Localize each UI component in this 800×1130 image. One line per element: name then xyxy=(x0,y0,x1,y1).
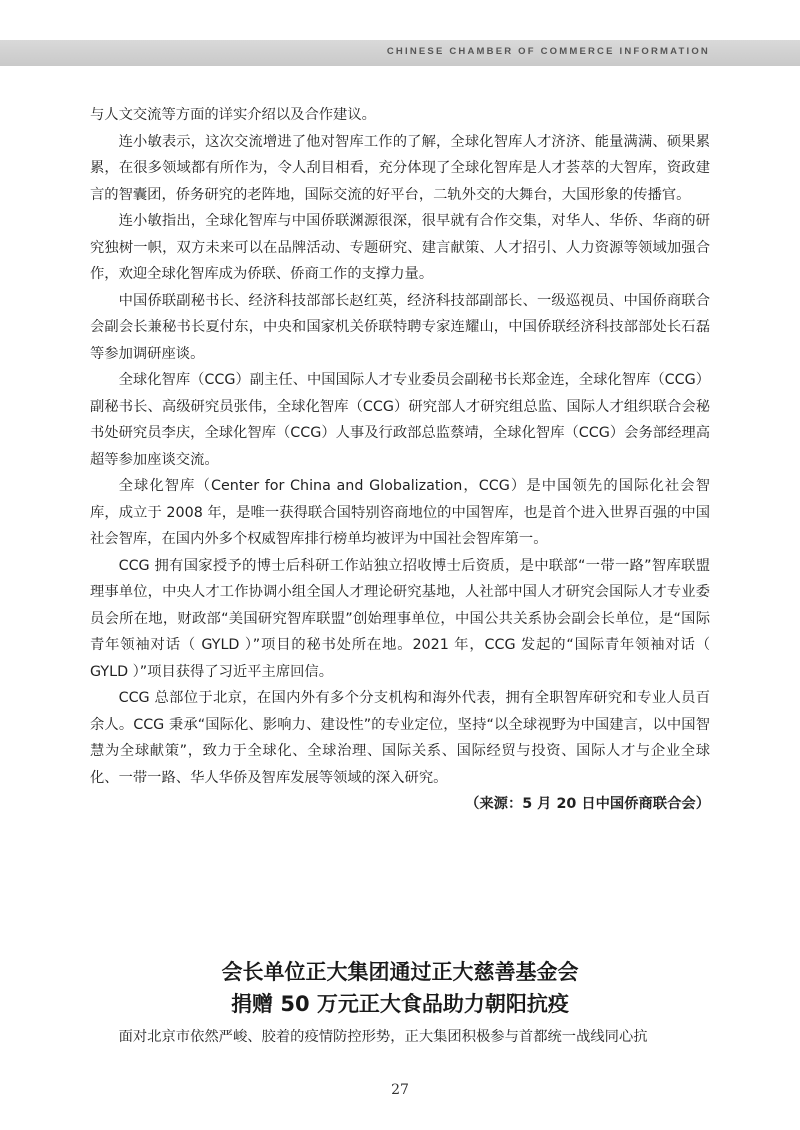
lead-paragraph: 面对北京市依然严峻、胶着的疫情防控形势，正大集团积极参与首都统一战线同心抗 xyxy=(118,1029,648,1045)
next-article-title xyxy=(90,956,710,1020)
title-line: 捐赠 50 万元正大食品助力朝阳抗疫 xyxy=(231,992,569,1016)
paragraph: 连小敏表示，这次交流增进了他对智库工作的了解，全球化智库人才济济、能量满满、硕果累累，在很多领域都有所作为，令人刮目相看，充分体现了全球化智库是人才荟萃的大智库，资政建言的智囊团，侨务研究的老阵地，国际交流的好平台，二轨外交的大舞台，大国形象的传播官。 xyxy=(90,133,710,203)
paragraph: 全球化智库（CCG）副主任、中国国际人才专业委员会副秘书长郑金连，全球化智库（CCG）副秘书长、高级研究员张伟，全球化智库（CCG）研究部人才研究组总监、国际人才组织联合会秘书处研究员李庆，全球化智库（CCG）人事及行政部总监蔡靖，全球化智库（CCG）会务部经理高超等参加座谈交流。 xyxy=(90,372,710,468)
next-article-lead xyxy=(90,1024,710,1051)
article-body xyxy=(90,102,710,818)
paragraph: 连小敏指出，全球化智库与中国侨联渊源很深，很早就有合作交集，对华人、华侨、华商的研究独树一帜，双方未来可以在品牌活动、专题研究、建言献策、人才招引、人力资源等领域加强合作，欢迎全球化智库成为侨联、侨商工作的支撑力量。 xyxy=(90,213,710,282)
paragraph: 中国侨联副秘书长、经济科技部部长赵红英，经济科技部副部长、一级巡视员、中国侨商联合会副会长兼秘书长夏付东，中央和国家机关侨联特聘专家连耀山，中国侨联经济科技部部处长石磊等参加调研座谈。 xyxy=(90,292,710,362)
paragraph: 全球化智库（Center for China and Globalization，CCG）是中国领先的国际化社会智库，成立于 2008 年，是唯一获得联合国特别咨商地位的中国智库，也是首个进入世界百强的中国社会智库，在国内外多个权威智库排行榜单均被评为中国社会智库第一。 xyxy=(90,478,710,547)
paragraph-continuation: 与人文交流等方面的详实介绍以及合作建议。 xyxy=(90,107,376,123)
source-citation: （来源：5 月 20 日中国侨商联合会） xyxy=(465,796,710,812)
page-number: 27 xyxy=(391,1082,409,1098)
running-title: CHINESE CHAMBER OF COMMERCE INFORMATION xyxy=(386,46,710,57)
paragraph: CCG 拥有国家授予的博士后科研工作站独立招收博士后资质，是中联部“一带一路”智库联盟理事单位，中央人才工作协调小组全国人才理论研究基地，人社部中国人才研究会国际人才专业委员会所在地，财政部“美国研究智库联盟”创始理事单位，中国公共关系协会副会长单位，是“国际青年领袖对话（ GYLD ）”项目的秘书处所在地。2021 年，CCG 发起的“国际青年领袖对话（ GYLD ）”项目获得了习近平主席回信。 xyxy=(90,557,710,680)
title-line: 会长单位正大集团通过正大慈善基金会 xyxy=(221,960,579,984)
paragraph: CCG 总部位于北京，在国内外有多个分支机构和海外代表，拥有全职智库研究和专业人员百余人。CCG 秉承“国际化、影响力、建设性”的专业定位，坚持“以全球视野为中国建言，以中国智慧为全球献策”，致力于全球化、全球治理、国际关系、国际经贸与投资、国际人才与企业全球化、一带一路、华人华侨及智库发展等领域的深入研究。 xyxy=(90,690,710,786)
header-band xyxy=(0,40,800,66)
